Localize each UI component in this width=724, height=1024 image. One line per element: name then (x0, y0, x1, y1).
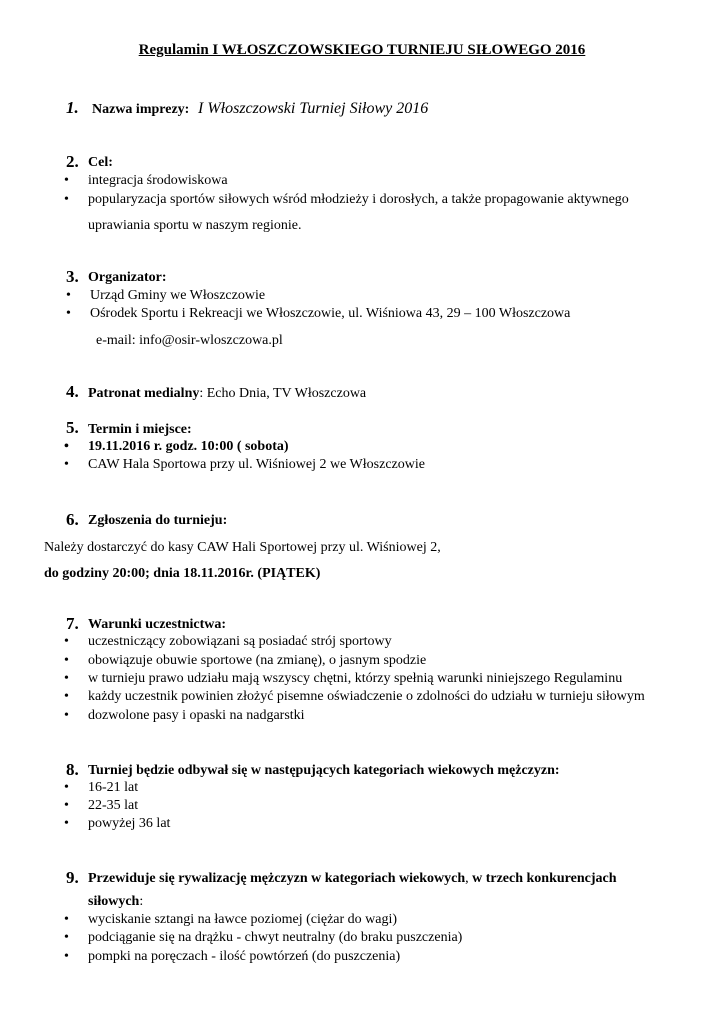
section-1-number: 1. (66, 98, 79, 117)
document-title: Regulamin I WŁOSZCZOWSKIEGO TURNIEJU SIŁOWEGO 2016 (138, 42, 586, 58)
submission-deadline: do godziny 20:00; dnia 18.11.2016r. (PIĄTEK) (44, 566, 321, 581)
section-4-number: 4. (66, 382, 79, 401)
section-1-label: Nazwa imprezy: (92, 102, 190, 117)
section-3-number: 3. (66, 267, 79, 286)
section-6-label: Zgłoszenia do turnieju: (88, 513, 228, 528)
section-4-line (88, 386, 366, 402)
section-5-number: 5. (66, 418, 79, 437)
section-2-number: 2. (66, 152, 79, 171)
section-8-label: Turniej będzie odbywał się w następujących kategoriach wiekowych mężczyzn: (88, 763, 560, 778)
section-8-number: 8. (66, 760, 79, 779)
section-4-label: Patronat medialny (88, 386, 200, 401)
section-5-label: Termin i miejsce: (88, 422, 192, 437)
section-9-number: 9. (66, 868, 79, 887)
section-6-text: Należy dostarczyć do kasy CAW Hali Sportowej przy ul. Wiśniowej 2, (44, 540, 441, 555)
section-3-label: Organizator: (88, 270, 167, 285)
section-7-number: 7. (66, 614, 79, 633)
section-9-label: Przewiduje się rywalizację mężczyzn w kategoriach wiekowych, w trzech konkurencjach (88, 871, 617, 886)
section-9-label-cont: siłowych: (88, 894, 144, 909)
section-6-number: 6. (66, 510, 79, 529)
section-2-continuation: uprawiania sportu w naszym regionie. (88, 218, 302, 233)
section-1-value: I Włoszczowski Turniej Siłowy 2016 (198, 100, 429, 117)
contact-email: e-mail: info@osir-wloszczowa.pl (96, 333, 283, 348)
section-4-value: : Echo Dnia, TV Włoszczowa (199, 386, 367, 401)
section-7-label: Warunki uczestnictwa: (88, 617, 227, 632)
section-2-label: Cel: (88, 155, 113, 170)
